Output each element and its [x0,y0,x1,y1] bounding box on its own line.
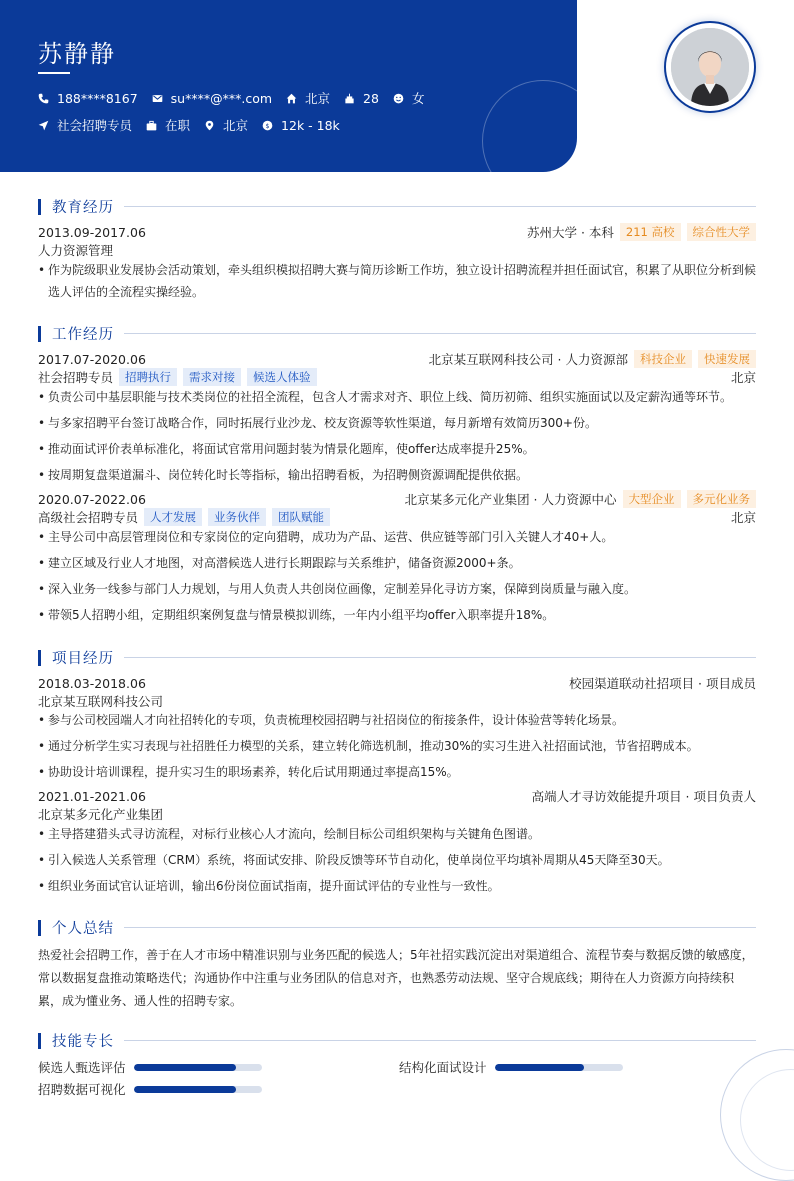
person-portrait-icon [671,28,749,106]
project-name-role: 校园渠道联动社招项目 · 项目成员 [569,676,756,691]
section-divider [124,657,756,658]
work-company: 北京某多元化产业集团 · 人力资源中心 [404,492,617,507]
project-period: 2018.03-2018.06 [38,675,146,691]
section-title-text: 个人总结 [52,921,114,937]
project-entry-header [38,674,756,692]
skill-level-bar [134,1086,262,1093]
avatar-photo [671,28,749,106]
skill-level-fill [134,1064,236,1071]
project-bullet: • 通过分析学生实习表现与社招胜任力模型的关系，建立转化筛选机制，推动30%的实习生进入社招面试池，节省招聘成本。 [38,735,756,757]
education-school: 苏州大学 · 本科 [526,225,614,240]
work-bullet: • 推动面试评价表单标准化，将面试官常用问题封装为情景化题库，使offer达成率提升25%。 [38,438,756,460]
work-bullet: • 深入业务一线参与部门人力规划，与用人负责人共创岗位画像，定制差异化寻访方案，保障到岗质量与融入度。 [38,578,756,600]
skill-name: 结构化面试设计 [399,1060,487,1075]
project-bullet: • 参与公司校园端人才向社招转化的专项，负责梳理校园招聘与社招岗位的衔接条件，设计体验营等转化场景。 [38,709,756,731]
skill-item [38,1058,262,1076]
section-divider [124,1040,756,1041]
project-company-row [38,805,756,823]
project-bullet: • 组织业务面试官认证培训，输出6份岗位面试指南，提升面试评估的专业性与一致性。 [38,875,756,897]
section-title-text: 项目经历 [52,651,114,667]
work-bullet: • 负责公司中基层职能与技术类岗位的社招全流程，包含人才需求对齐、职位上线、简历初筛、组织实施面试以及定薪沟通等环节。 [38,386,756,408]
company-tag: 多元化业务 [687,490,757,508]
status-info [146,116,190,134]
project-company-row [38,692,756,710]
project-company: 北京某互联网科技公司 [38,694,164,709]
work-role: 社会招聘专员 [38,370,114,385]
basic-info-row [38,89,438,107]
company-tag: 快速发展 [698,350,756,368]
salary-text: 12k - 18k [281,117,340,133]
work-company-group [429,350,756,368]
work-bullet: • 建立区域及行业人才地图，对高潜候选人进行长期跟踪与关系维护，储备资源2000+条。 [38,552,756,574]
role-tag: 需求对接 [183,368,241,386]
hometown-info [286,89,330,107]
section-title-text: 教育经历 [52,200,114,216]
school-tag: 综合性大学 [687,223,757,241]
skill-level-fill [495,1064,585,1071]
mail-icon [152,93,163,104]
section-title-skills [38,1030,756,1051]
cake-icon [344,93,355,104]
section-divider [124,206,756,207]
school-tag: 211 高校 [620,223,681,241]
email-text: su****@***.com [170,90,273,106]
name-underline [38,72,70,74]
section-title-text: 技能专长 [52,1034,114,1050]
money-icon [262,120,273,131]
education-period: 2013.09-2017.06 [38,224,146,240]
work-bullet: • 带领5人招聘小组，定期组织案例复盘与情景模拟训练，一年内小组平均offer入职率提升18%。 [38,604,756,626]
project-bullet: • 引入候选人关系管理（CRM）系统，将面试安排、阶段反馈等环节自动化，使单岗位平均填补周期从45天降至30天。 [38,849,756,871]
hometown-text: 北京 [305,91,331,106]
section-title-work [38,323,756,344]
phone-icon [38,93,49,104]
section-divider [124,927,756,928]
work-entry-header [38,490,756,508]
work-role-group [38,508,330,526]
briefcase-icon [146,120,157,131]
skill-level-fill [134,1086,236,1093]
phone-text: 188****8167 [57,90,138,106]
gender-text: 女 [411,91,425,106]
education-major: 人力资源管理 [38,243,114,258]
skill-item [38,1080,262,1098]
target-job-text: 社会招聘专员 [57,118,133,133]
send-icon [38,120,49,131]
section-marker [38,1033,41,1049]
work-city: 北京 [730,510,756,525]
role-tag: 业务伙伴 [208,508,266,526]
target-city-text: 北京 [223,118,249,133]
svg-text:$: $ [265,122,270,130]
decorative-circle [482,80,577,172]
work-period: 2017.07-2020.06 [38,351,146,367]
age-info [344,91,379,106]
salary-info [262,118,340,133]
project-bullet: • 主导搭建猎头式寻访流程，对标行业核心人才流向，绘制目标公司组织架构与关键角色图谱。 [38,823,756,845]
section-marker [38,199,41,215]
section-title-education [38,196,756,217]
education-major-row [38,241,756,259]
age-text: 28 [363,90,379,106]
work-city: 北京 [730,370,756,385]
role-tag: 招聘执行 [119,368,177,386]
work-bullet: • 主导公司中高层管理岗位和专家岗位的定向猎聘，成功为产品、运营、供应链等部门引入关键人才40+人。 [38,526,756,548]
project-company: 北京某多元化产业集团 [38,807,164,822]
education-entry-header [38,223,756,241]
skill-item [399,1058,623,1076]
target-job-info [38,116,132,134]
work-company-group [405,490,756,508]
section-title-text: 工作经历 [52,327,114,343]
project-name-role: 高端人才寻访效能提升项目 · 项目负责人 [531,789,756,804]
company-tag: 大型企业 [623,490,681,508]
section-divider [124,333,756,334]
section-marker [38,650,41,666]
candidate-name: 苏静静 [38,40,116,68]
company-tag: 科技企业 [634,350,692,368]
work-entry-header [38,350,756,368]
role-tag: 候选人体验 [247,368,317,386]
work-role-group [38,368,317,386]
header-banner [0,0,577,172]
avatar [664,21,756,113]
project-entry-header [38,787,756,805]
section-title-summary [38,917,756,938]
skill-level-bar [134,1064,262,1071]
home-icon [286,93,297,104]
skill-name: 候选人甄选评估 [38,1060,126,1075]
section-title-projects [38,647,756,668]
intention-info-row [38,116,354,134]
role-tag: 团队赋能 [272,508,330,526]
work-bullet: • 与多家招聘平台签订战略合作，同时拓展行业沙龙、校友资源等软性渠道，每月新增有效简历300+份。 [38,412,756,434]
education-bullet: • 作为院级职业发展协会活动策划，牵头组织模拟招聘大赛与简历诊断工作坊，独立设计招聘流程并担任面试官，积累了从职位分析到候选人评估的全流程实操经验。 [38,259,756,303]
work-role-row [38,368,756,386]
status-text: 在职 [165,118,191,133]
smile-icon [393,93,404,104]
work-period: 2020.07-2022.06 [38,491,146,507]
work-role: 高级社会招聘专员 [38,510,139,525]
project-period: 2021.01-2021.06 [38,788,146,804]
location-pin-icon [204,120,215,131]
email-info [152,91,272,106]
skill-level-bar [495,1064,623,1071]
section-marker [38,326,41,342]
section-marker [38,920,41,936]
role-tag: 人才发展 [144,508,202,526]
project-bullet: • 协助设计培训课程，提升实习生的职场素养，转化后试用期通过率提高15%。 [38,761,756,783]
work-bullet: • 按周期复盘渠道漏斗、岗位转化时长等指标，输出招聘看板，为招聘侧资源调配提供依据。 [38,464,756,486]
skill-name: 招聘数据可视化 [38,1082,126,1097]
education-school-group [527,223,756,241]
target-city-info [204,116,248,134]
summary-text: 热爱社会招聘工作，善于在人才市场中精准识别与业务匹配的候选人；5年社招实践沉淀出对渠道组合、流程节奏与数据反馈的敏感度，常以数据复盘推动策略迭代；沟通协作中注重与业务团队的信息对齐，也熟悉劳动法规、坚守合规底线；期待在人力资源方向持续积累，成为懂业务、通人性的招聘专家。 [38,948,754,1008]
work-role-row [38,508,756,526]
work-company: 北京某互联网科技公司 · 人力资源部 [428,352,628,367]
gender-info [393,89,425,107]
phone-info [38,91,138,106]
